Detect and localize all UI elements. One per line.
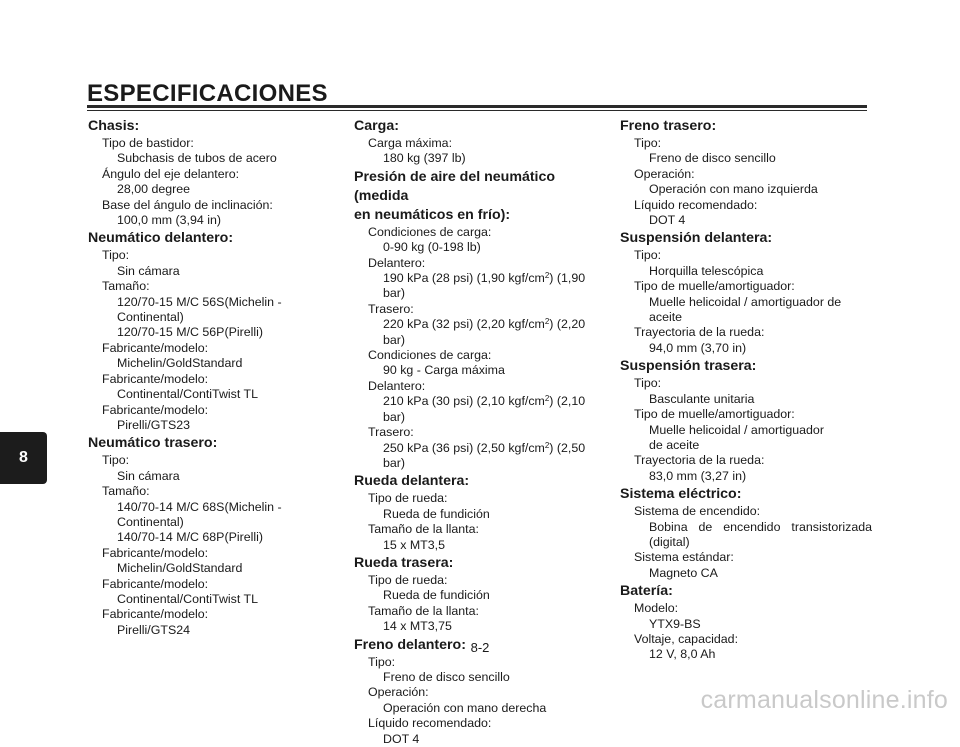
spec-label: Líquido recomendado: — [634, 197, 758, 212]
section-heading-battery: Batería: — [620, 583, 673, 600]
spec-label: Tipo de muelle/amortiguador: — [634, 279, 795, 294]
spec-label: Tipo de muelle/amortiguador: — [634, 407, 795, 422]
spec-label: Carga máxima: — [368, 136, 453, 150]
spec-value: de aceite — [649, 437, 700, 452]
section-heading-front-wheel: Rueda delantera: — [354, 473, 470, 490]
spec-value: 120/70-15 M/C 56P(Pirelli) — [117, 325, 263, 340]
spec-label: Tipo: — [102, 248, 130, 263]
spec-value: 250 kPa (36 psi) (2,50 kgf/$cm^2$) (2,50 bar) — [383, 440, 586, 470]
spec-value: Operación con mano derecha — [383, 700, 547, 715]
spec-label: Delantero: — [368, 255, 426, 270]
spec-value: (digital) — [649, 534, 690, 549]
spec-value: Pirelli/GTS23 — [117, 417, 190, 432]
spec-value: 12 V, 8,0 Ah — [649, 647, 716, 662]
spec-label: Sistema estándar: — [634, 550, 734, 565]
spec-value: Basculante unitaria — [649, 391, 755, 406]
spec-label: Sistema de encendido: — [634, 504, 761, 519]
spec-value: YTX9-BS — [649, 616, 701, 631]
spec-value: 94,0 mm (3,70 in) — [649, 340, 747, 355]
spec-value: Subchasis de tubos de acero — [117, 151, 277, 166]
spec-value: Rueda de fundición — [383, 506, 490, 521]
spec-value: Freno de disco sencillo — [383, 669, 510, 684]
spec-value: Continental/ContiTwist TL — [117, 591, 258, 606]
chapter-tab-label: 8 — [19, 449, 28, 466]
spec-value: 28,00 degree — [117, 182, 191, 197]
spec-label: Tipo: — [368, 654, 396, 669]
spec-value: Rueda de fundición — [383, 588, 490, 603]
spec-value: Horquilla telescópica — [649, 263, 764, 278]
spec-value: DOT 4 — [383, 731, 420, 746]
spec-label: Fabricante/modelo: — [102, 371, 209, 386]
section-heading-carga: Carga: — [354, 118, 399, 134]
spec-value: 140/70-14 M/C 68S(Michelin - — [117, 499, 282, 514]
spec-value: 220 kPa (32 psi) (2,20 kgf/$cm^2$) (2,20 bar) — [383, 317, 586, 347]
spec-label: Tipo de rueda: — [368, 491, 448, 506]
spec-value: Sin cámara — [117, 263, 180, 278]
spec-label: Trayectoria de la rueda: — [634, 325, 765, 340]
spec-value: 140/70-14 M/C 68P(Pirelli) — [117, 530, 263, 545]
spec-value: 210 kPa (30 psi) (2,10 kgf/$cm^2$) (2,10 bar) — [383, 394, 586, 424]
spec-label: Condiciones de carga: — [368, 348, 492, 363]
spec-label: Voltaje, capacidad: — [634, 631, 739, 646]
spec-label: Operación: — [634, 166, 695, 181]
section-heading-rear-tire: Neumático trasero: — [88, 435, 218, 452]
spec-label: Fabricante/modelo: — [102, 340, 209, 355]
spec-label: Tipo: — [102, 453, 130, 468]
spec-value: Magneto CA — [649, 565, 718, 580]
spec-value: Muelle helicoidal / amortiguador — [649, 422, 824, 437]
spec-label: Trasero: — [368, 425, 414, 440]
spec-label: Tamaño: — [102, 279, 150, 294]
spec-label: Tipo de rueda: — [368, 572, 448, 587]
spec-value: Continental) — [117, 310, 184, 325]
spec-label: Tamaño: — [102, 484, 150, 499]
spec-value: Bobina de encendido transistorizada — [649, 519, 872, 534]
spec-label: Ángulo del eje delantero: — [102, 166, 240, 181]
spec-label: Tamaño de la llanta: — [368, 603, 479, 618]
spec-label: Delantero: — [368, 378, 426, 393]
spec-value: 100,0 mm (3,94 in) — [117, 213, 221, 228]
column-3 — [620, 117, 872, 663]
page-number: 8-2 — [470, 640, 490, 655]
page-title: ESPECIFICACIONES — [87, 80, 328, 107]
section-heading-pressure-cont: en neumáticos en frío): — [354, 206, 511, 223]
spec-label: Tamaño de la llanta: — [368, 522, 479, 537]
spec-value: Sin cámara — [117, 468, 180, 483]
spec-label: Modelo: — [634, 601, 679, 616]
spec-label: Fabricante/modelo: — [102, 607, 209, 622]
chapter-tab — [0, 432, 47, 484]
spec-label: Fabricante/modelo: — [102, 545, 209, 560]
spec-label: Trasero: — [368, 301, 414, 316]
spec-value: 90 kg - Carga máxima — [383, 363, 505, 378]
spec-value: 83,0 mm (3,27 in) — [649, 468, 747, 483]
section-heading-rear-wheel: Rueda trasera: — [354, 554, 454, 571]
section-heading-rear-brake: Freno trasero: — [620, 118, 717, 134]
spec-value: Pirelli/GTS24 — [117, 622, 190, 637]
column-1 — [88, 117, 298, 638]
section-heading-rear-suspension: Suspensión trasera: — [620, 358, 757, 375]
spec-value: 14 x MT3,75 — [383, 619, 452, 634]
spec-label: Líquido recomendado: — [368, 716, 492, 731]
spec-label: Tipo: — [634, 248, 662, 263]
spec-label: Base del ángulo de inclinación: — [102, 197, 273, 212]
section-heading-pressure: Presión de aire del neumático (medida — [354, 168, 556, 204]
section-heading-front-brake: Freno delantero: — [354, 636, 466, 653]
spec-label: Tipo: — [634, 136, 662, 150]
spec-value: 0-90 kg (0-198 lb) — [383, 240, 481, 255]
title-rule — [87, 105, 867, 108]
spec-value: Muelle helicoidal / amortiguador de — [649, 294, 842, 309]
spec-value: Continental) — [117, 514, 184, 529]
spec-value: Michelin/GoldStandard — [117, 356, 243, 371]
spec-value: DOT 4 — [649, 213, 686, 228]
title-rule-thin — [87, 110, 867, 111]
spec-label: Operación: — [368, 685, 429, 700]
spec-value: Continental/ContiTwist TL — [117, 387, 258, 402]
spec-label: Fabricante/modelo: — [102, 576, 209, 591]
spec-value: 180 kg (397 lb) — [383, 151, 466, 166]
spec-label: Trayectoria de la rueda: — [634, 453, 765, 468]
spec-value: Michelin/GoldStandard — [117, 561, 243, 576]
section-heading-front-suspension: Suspensión delantera: — [620, 230, 773, 247]
spec-value: Operación con mano izquierda — [649, 182, 818, 197]
spec-label: Fabricante/modelo: — [102, 402, 209, 417]
spec-value: Freno de disco sencillo — [649, 151, 776, 166]
spec-value: 190 kPa (28 psi) (1,90 kgf/$cm^2$) (1,90 bar) — [383, 271, 586, 301]
spec-label: Condiciones de carga: — [368, 224, 492, 239]
section-heading-electrical: Sistema eléctrico: — [620, 486, 742, 503]
watermark: carmanualsonline.info — [700, 686, 948, 714]
spec-value: 120/70-15 M/C 56S(Michelin - — [117, 294, 282, 309]
spec-label: Tipo: — [634, 376, 662, 391]
section-heading-front-tire: Neumático delantero: — [88, 230, 234, 247]
spec-value: 15 x MT3,5 — [383, 537, 445, 552]
spec-label: Tipo de bastidor: — [102, 136, 194, 150]
section-heading-chasis: Chasis: — [88, 118, 140, 134]
spec-value: aceite — [649, 310, 683, 325]
